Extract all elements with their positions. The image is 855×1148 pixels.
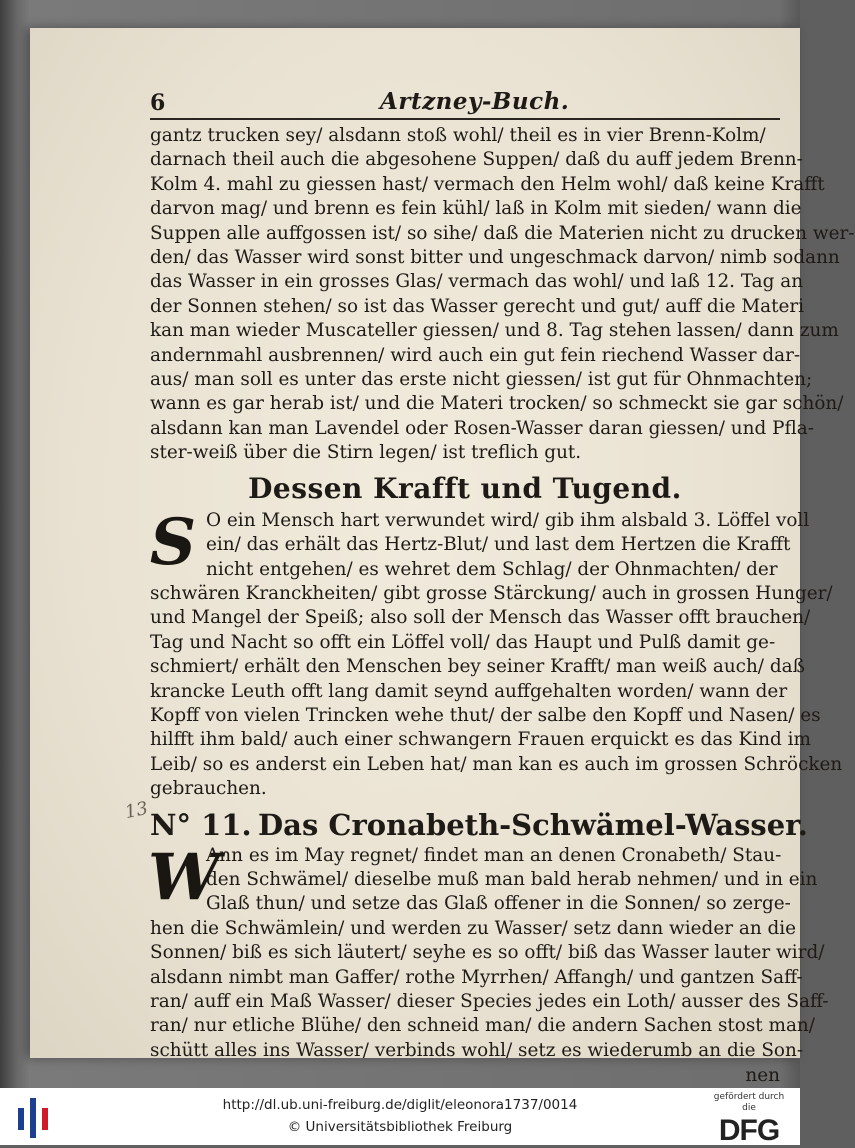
catchword: nen [745, 1065, 780, 1087]
text-line: ran/ nur etliche Blühe/ den schneid man/ die andern Sachen stost man/ [150, 1015, 815, 1037]
text-line: Kolm 4. mahl zu giessen hast/ vermach den Helm wohl/ daß keine Krafft [150, 173, 825, 195]
text-line: O ein Mensch hart verwundet wird/ gib ihm alsbald 3. Löffel voll [206, 509, 810, 531]
text-line: Suppen alle auffgossen ist/ so sihe/ daß die Materien nicht zu drucken wer- [150, 222, 855, 244]
text-line: nicht entgehen/ es wehret dem Schlag/ der Ohnmachten/ der [206, 558, 778, 580]
text-line: Sonnen/ biß es sich läutert/ seyhe es so offt/ biß das Wasser lauter wird/ [150, 942, 825, 964]
text-line: darvon mag/ und brenn es fein kühl/ laß in Kolm mit sieden/ wann die [150, 198, 802, 220]
running-title: Artzney-Buch. [380, 88, 570, 115]
text-line: und Mangel der Speiß; also soll der Mensch das Wasser offt brauchen/ [150, 607, 811, 629]
text-line: krancke Leuth offt lang damit seynd auffgehalten worden/ wann der [150, 680, 788, 702]
text-line: alsdann nimbt man Gaffer/ rothe Myrrhen/ Affangh/ und gantzen Saff- [150, 966, 803, 988]
recipe-heading [150, 807, 808, 842]
dfg-logo-icon: DFG [718, 1114, 780, 1147]
text-line: gantz trucken sey/ alsdann stoß wohl/ theil es in vier Brenn-Kolm/ [150, 125, 766, 146]
book-page [30, 28, 855, 1087]
text-line: alsdann kan man Lavendel oder Rosen-Wasser daran giessen/ und Pfla- [150, 417, 814, 439]
text-line: das Wasser in ein grosses Glas/ vermach das wohl/ und laß 12. Tag an [150, 271, 804, 293]
paragraph-virtue [149, 504, 843, 802]
text-line: ran/ auff ein Maß Wasser/ dieser Species jedes ein Loth/ ausser des Saff- [150, 991, 829, 1012]
text-line: aus/ man soll es unter das erste nicht giessen/ ist gut für Ohnmachten; [150, 369, 813, 391]
text-line: schwären Kranckheiten/ gibt grosse Stärckung/ auch in grossen Hunger/ [150, 582, 833, 604]
viewer-footer [0, 1088, 800, 1145]
paragraph-recipe [148, 839, 829, 1088]
text-line: der Sonnen stehen/ so ist das Wasser gerecht und gut/ auff die Materi [150, 295, 805, 317]
text-line: den/ das Wasser wird sonst bitter und ungeschmack darvon/ nimb sodann [150, 247, 840, 269]
section-heading-virtue: Dessen Krafft und Tugend. [248, 471, 682, 505]
text-line: gebrauchen. [150, 778, 267, 800]
funder-text: gefördert durch die [713, 1092, 785, 1113]
recipe-title: Das Cronabeth-Schwämel-Wasser. [258, 807, 808, 842]
text-line: darnach theil auch die abgesohene Suppen/ daß du auff jedem Brenn- [150, 149, 803, 171]
text-line: Glaß thun/ und setze das Glaß offener in die Sonnen/ so zerge- [206, 893, 791, 915]
page-number: 6 [150, 90, 166, 116]
recipe-number: N° 11. [150, 807, 252, 842]
funder-badge [706, 1092, 792, 1147]
drop-capital: S [149, 504, 197, 580]
text-line: andernmahl ausbrennen/ wird auch ein gut fein riechend Wasser dar- [150, 344, 801, 366]
text-line: ster-weiß über die Stirn legen/ ist treflich gut. [150, 442, 582, 464]
text-line: kan man wieder Muscateller giessen/ und 8. Tag stehen lassen/ dann zum [150, 320, 839, 342]
text-line: hen die Schwämlein/ und werden zu Wasser/ setz dann wieder an die [150, 917, 797, 939]
drop-capital: W [148, 839, 220, 915]
text-line: ein/ das erhält das Hertz-Blut/ und last dem Hertzen die Krafft [206, 534, 791, 556]
text-line: Tag und Nacht so offt ein Löffel voll/ das Haupt und Pulß damit ge- [150, 631, 776, 653]
handwritten-margin-note: 13 [123, 797, 150, 824]
text-line: wann es gar herab ist/ und die Materi trocken/ so schmeckt sie gar schön/ [150, 393, 844, 415]
running-head [150, 88, 780, 120]
text-line: den Schwämel/ dieselbe muß man bald herab nehmen/ und in ein [206, 868, 818, 890]
text-line: Leib/ so es anderst ein Leben hat/ man kan es auch im grossen Schröcken [150, 753, 843, 775]
paragraph-1 [150, 124, 855, 466]
text-line: Kopff von vielen Trincken wehe thut/ der salbe den Kopff und Nasen/ es [150, 704, 821, 726]
copyright-notice: © Universitätsbibliothek Freiburg [287, 1119, 513, 1135]
text-line: schmiert/ erhält den Menschen bey seiner Krafft/ man weiß auch/ daß [150, 656, 805, 678]
text-line: Ann es im May regnet/ findet man an denen Cronabeth/ Stau- [206, 844, 782, 866]
page-content [148, 88, 855, 1087]
text-line: hilfft ihm bald/ auch einer schwangern Frauen erquickt es das Kind im [150, 729, 811, 751]
text-line: schütt alles ins Wasser/ verbinds wohl/ setz es wiederumb an die Son- [150, 1039, 804, 1061]
permalink-url[interactable]: http://dl.ub.uni-freiburg.de/diglit/eleonora1737/0014 [222, 1097, 578, 1113]
